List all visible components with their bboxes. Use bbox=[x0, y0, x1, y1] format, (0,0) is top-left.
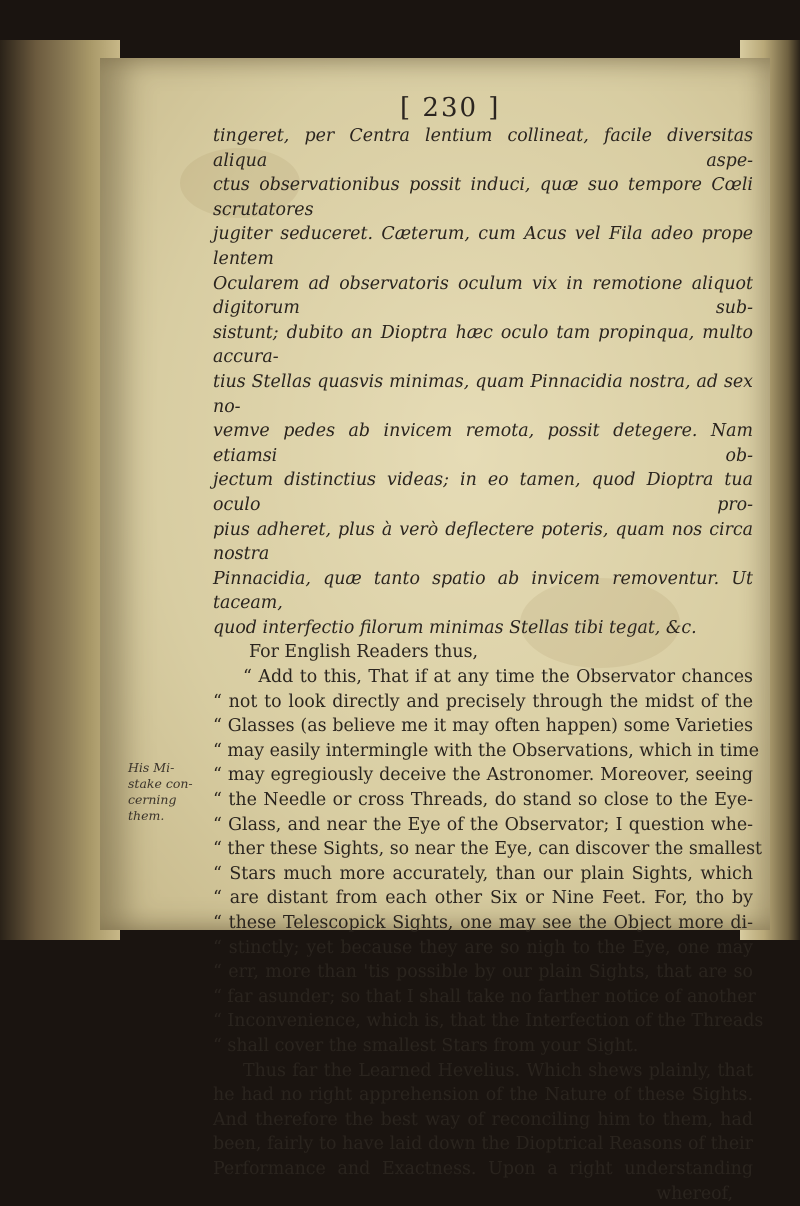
english-line: “ Add to this, That if at any time the Observator chances bbox=[243, 667, 753, 688]
english-line: “ shall cover the smallest Stars from your Sight. bbox=[213, 1035, 639, 1056]
margin-note-line: His Mi- bbox=[128, 760, 175, 775]
closing-line: And therefore the best way of reconciling him to them, had bbox=[213, 1109, 753, 1130]
closing-line: he had no right apprehension of the Nature of these Sights. bbox=[213, 1085, 753, 1106]
page-number: [ 230 ] bbox=[400, 93, 501, 123]
latin-line: ctus observationibus possit induci, quæ suo tempore Cœli scrutatores bbox=[213, 175, 753, 220]
latin-line: sistunt; dubito an Dioptra hæc oculo tam propinqua, multo accura- bbox=[213, 322, 753, 368]
latin-line: quod interfectio filorum minimas Stellas tibi tegat, &c. bbox=[213, 617, 697, 638]
english-line: “ Glass, and near the Eye of the Observator; I question whe- bbox=[213, 814, 753, 835]
english-line: “ are distant from each other Six or Nine Feet. For, tho by bbox=[213, 888, 753, 909]
latin-paragraph bbox=[213, 124, 753, 640]
english-line: “ ther these Sights, so near the Eye, can discover the smallest bbox=[213, 839, 762, 860]
closing-line: been, fairly to have laid down the Dioptrical Reasons of their bbox=[213, 1134, 753, 1155]
english-line: “ Inconvenience, which is, that the Interfection of the Threads bbox=[213, 1011, 764, 1032]
english-line: “ far asunder; so that I shall take no farther notice of another bbox=[213, 986, 756, 1007]
english-line: “ Stars much more accurately, than our plain Sights, which bbox=[213, 863, 753, 884]
closing-line: Thus far the Learned Hevelius. Which shews plainly, that bbox=[243, 1060, 753, 1081]
english-line: “ may easily intermingle with the Observations, which in time bbox=[213, 740, 760, 761]
english-quote bbox=[213, 640, 764, 1058]
closing-line: whereof, bbox=[656, 1183, 733, 1204]
latin-line: jectum distinctius videas; in eo tamen, quod Dioptra tua oculo pro- bbox=[213, 470, 753, 515]
text-block bbox=[213, 124, 764, 1206]
english-intro: For English Readers thus, bbox=[249, 642, 479, 663]
english-line: “ the Needle or cross Threads, do stand so close to the Eye- bbox=[213, 790, 753, 811]
margin-note-line: stake con- bbox=[128, 776, 193, 791]
english-line: “ not to look directly and precisely through the midst of the bbox=[213, 691, 753, 712]
latin-line: tius Stellas quasvis minimas, quam Pinnacidia nostra, ad sex no- bbox=[213, 371, 753, 417]
margin-note-line: cerning bbox=[128, 792, 177, 807]
closing-paragraph bbox=[213, 1059, 753, 1206]
english-line: “ stinctly; yet because they are so nigh to the Eye, one may bbox=[213, 937, 753, 958]
english-line: “ Glasses (as believe me it may often happen) some Varieties bbox=[213, 716, 753, 737]
latin-line: pius adheret, plus à verò deflectere poteris, quam nos circa nostra bbox=[213, 519, 753, 565]
latin-line: jugiter seduceret. Cæterum, cum Acus vel Fila adeo prope lentem bbox=[213, 224, 753, 269]
english-line: “ err, more than 'tis possible by our plain Sights, that are so bbox=[213, 962, 753, 983]
english-line: “ may egregiously deceive the Astronomer. Moreover, seeing bbox=[213, 765, 753, 786]
closing-line: Performance and Exactness. Upon a right understanding bbox=[213, 1158, 753, 1179]
latin-line: Pinnacidia, quæ tanto spatio ab invicem removentur. Ut taceam, bbox=[213, 568, 753, 614]
latin-line: Ocularem ad observatoris oculum vix in remotione aliquot digitorum sub- bbox=[213, 273, 753, 319]
margin-note bbox=[128, 760, 206, 824]
latin-line: tingeret, per Centra lentium collineat, facile diversitas aliqua aspe- bbox=[213, 126, 753, 171]
latin-line: vemve pedes ab invicem remota, possit detegere. Nam etiamsi ob- bbox=[213, 421, 753, 466]
margin-note-line: them. bbox=[128, 808, 165, 823]
english-line: “ these Telescopick Sights, one may see the Object more di- bbox=[213, 913, 753, 933]
